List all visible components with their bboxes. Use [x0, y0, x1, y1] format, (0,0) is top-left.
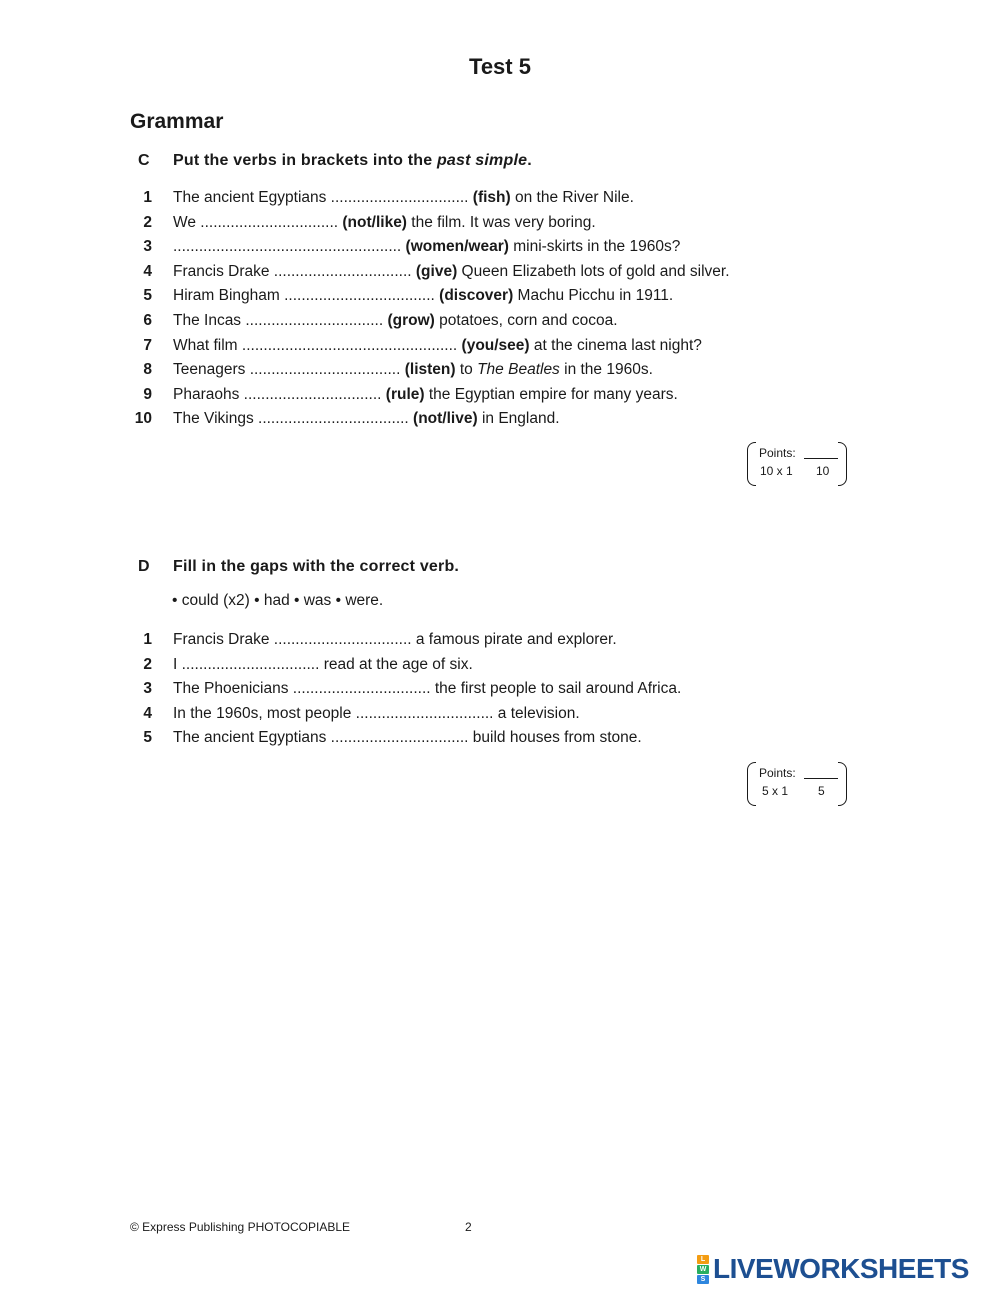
- item-verb: (discover): [439, 287, 514, 305]
- item-number: 7: [143, 336, 152, 354]
- item-text[interactable]: In the 1960s, most people ................................ a television.: [173, 704, 580, 722]
- exercise-c-item: [130, 284, 830, 308]
- item-number: 8: [143, 361, 152, 379]
- item-verb: (you/see): [461, 336, 530, 354]
- item-text[interactable]: [173, 358, 653, 382]
- exercise-c-instruction: [173, 152, 532, 170]
- item-verb: (not/live): [413, 410, 478, 428]
- item-text[interactable]: [173, 211, 596, 235]
- item-number: 2: [143, 213, 152, 231]
- item-post: mini-skirts in the 1960s?: [508, 238, 681, 256]
- exercise-c-instruction-post: .: [527, 152, 532, 169]
- points-answer-line[interactable]: [804, 778, 838, 779]
- points-label: Points:: [759, 446, 796, 460]
- exercise-d-item: [130, 677, 830, 701]
- exercise-d-item: [130, 628, 830, 652]
- exercise-c-points-box: [747, 442, 847, 486]
- item-text[interactable]: [173, 284, 673, 308]
- right-bracket: [838, 442, 847, 486]
- right-bracket: [838, 762, 847, 806]
- item-post: Queen Elizabeth lots of gold and silver.: [457, 262, 730, 280]
- points-calc: 5 x 1: [762, 784, 789, 798]
- item-pre: Francis Drake ................................: [173, 262, 416, 280]
- item-number: 3: [143, 680, 152, 698]
- logo-letter: S: [697, 1275, 709, 1284]
- item-number: 4: [143, 262, 152, 280]
- exercise-c-item: [130, 358, 830, 382]
- left-bracket: [747, 762, 756, 806]
- item-number: 1: [143, 189, 152, 206]
- item-pre: We ................................: [173, 213, 343, 231]
- exercise-c-item: [130, 211, 830, 235]
- item-text[interactable]: [173, 309, 618, 333]
- item-post: potatoes, corn and cocoa.: [434, 312, 618, 329]
- item-pre: The Incas ................................: [173, 312, 388, 329]
- item-pre: Teenagers ...................................: [173, 361, 405, 379]
- copyright: © Express Publishing PHOTOCOPIABLE: [130, 1220, 351, 1234]
- item-pre: The ancient Egyptians ................................: [173, 189, 473, 206]
- item-number: 4: [143, 704, 152, 722]
- exercise-c-item: [130, 407, 830, 431]
- item-post: to: [455, 361, 478, 379]
- exercise-d-item: [130, 726, 830, 750]
- item-number: 1: [143, 631, 152, 648]
- item-text[interactable]: [173, 235, 680, 259]
- item-post: the film. It was very boring.: [406, 213, 596, 231]
- exercise-d-item: [130, 702, 830, 726]
- logo-letter: W: [697, 1265, 709, 1274]
- liveworksheets-logo-icon: [697, 1255, 709, 1284]
- points-label: Points:: [759, 766, 796, 780]
- exercise-c-item: [130, 260, 830, 284]
- item-number: 3: [143, 238, 152, 256]
- exercise-d-points-box: [747, 762, 847, 806]
- item-post: on the River Nile.: [510, 189, 634, 206]
- exercise-c-item: [130, 186, 830, 210]
- item-verb: (fish): [472, 189, 511, 206]
- item-pre: What film ..................................................: [173, 336, 462, 354]
- exercise-c-instruction-pre: Put the verbs in brackets into the: [173, 152, 437, 169]
- exercise-c-instruction-italic: past simple: [436, 152, 528, 169]
- item-pre: The Vikings ...................................: [173, 410, 414, 428]
- page-number: 2: [465, 1220, 472, 1234]
- item-text[interactable]: The ancient Egyptians ................................ build houses from stone.: [173, 729, 642, 747]
- item-number: 6: [143, 312, 152, 329]
- exercise-d-instruction: Fill in the gaps with the correct verb.: [173, 558, 460, 575]
- exercise-c-item: [130, 334, 830, 358]
- page-title: Test 5: [469, 54, 531, 79]
- item-post: at the cinema last night?: [529, 336, 702, 354]
- item-verb: (give): [415, 262, 458, 280]
- points-total: 10: [816, 464, 830, 478]
- exercise-c-item: [130, 309, 830, 333]
- item-verb: (grow): [387, 312, 435, 329]
- item-text[interactable]: The Phoenicians ................................ the first people to sail around Africa.: [173, 680, 682, 698]
- item-post: the Egyptian empire for many years.: [424, 385, 678, 403]
- item-pre: .....................................................: [173, 238, 406, 256]
- item-number: 5: [143, 729, 152, 747]
- exercise-c-item: [130, 235, 830, 259]
- item-verb: (rule): [385, 385, 425, 403]
- item-verb: (women/wear): [405, 238, 509, 256]
- item-verb: (not/like): [342, 213, 407, 231]
- item-text[interactable]: [173, 407, 560, 431]
- item-number: 10: [134, 410, 152, 428]
- points-answer-line[interactable]: [804, 458, 838, 459]
- logo-letter: L: [697, 1255, 709, 1264]
- brand-name: LIVEWORKSHEETS: [713, 1253, 969, 1284]
- exercise-c-item: [130, 383, 830, 407]
- item-text[interactable]: [173, 260, 730, 284]
- item-verb: (listen): [404, 361, 456, 379]
- item-number: 2: [143, 655, 152, 673]
- item-pre: Pharaohs ................................: [173, 385, 386, 403]
- item-post: Machu Picchu in 1911.: [513, 287, 674, 305]
- item-italic: The Beatles: [477, 361, 560, 379]
- exercise-d-letter: D: [138, 558, 150, 575]
- section-title: Grammar: [130, 110, 224, 133]
- item-post: in England.: [477, 410, 560, 428]
- item-number: 5: [143, 287, 152, 305]
- item-text[interactable]: [173, 186, 634, 210]
- item-text[interactable]: [173, 383, 678, 407]
- points-total: 5: [818, 784, 825, 798]
- word-box: • could (x2) • had • was • were.: [172, 592, 384, 609]
- item-text[interactable]: [173, 334, 702, 358]
- exercise-d-item: [130, 653, 830, 677]
- item-number: 9: [143, 385, 152, 403]
- item-post2: in the 1960s.: [559, 361, 653, 379]
- left-bracket: [747, 442, 756, 486]
- item-text[interactable]: Francis Drake ................................ a famous pirate and explorer.: [173, 631, 617, 648]
- liveworksheets-brand[interactable]: [697, 1254, 969, 1284]
- exercise-c-letter: C: [138, 152, 150, 169]
- item-text[interactable]: I ................................ read at the age of six.: [173, 655, 473, 673]
- points-calc: 10 x 1: [760, 464, 793, 478]
- item-pre: Hiram Bingham ...................................: [173, 287, 440, 305]
